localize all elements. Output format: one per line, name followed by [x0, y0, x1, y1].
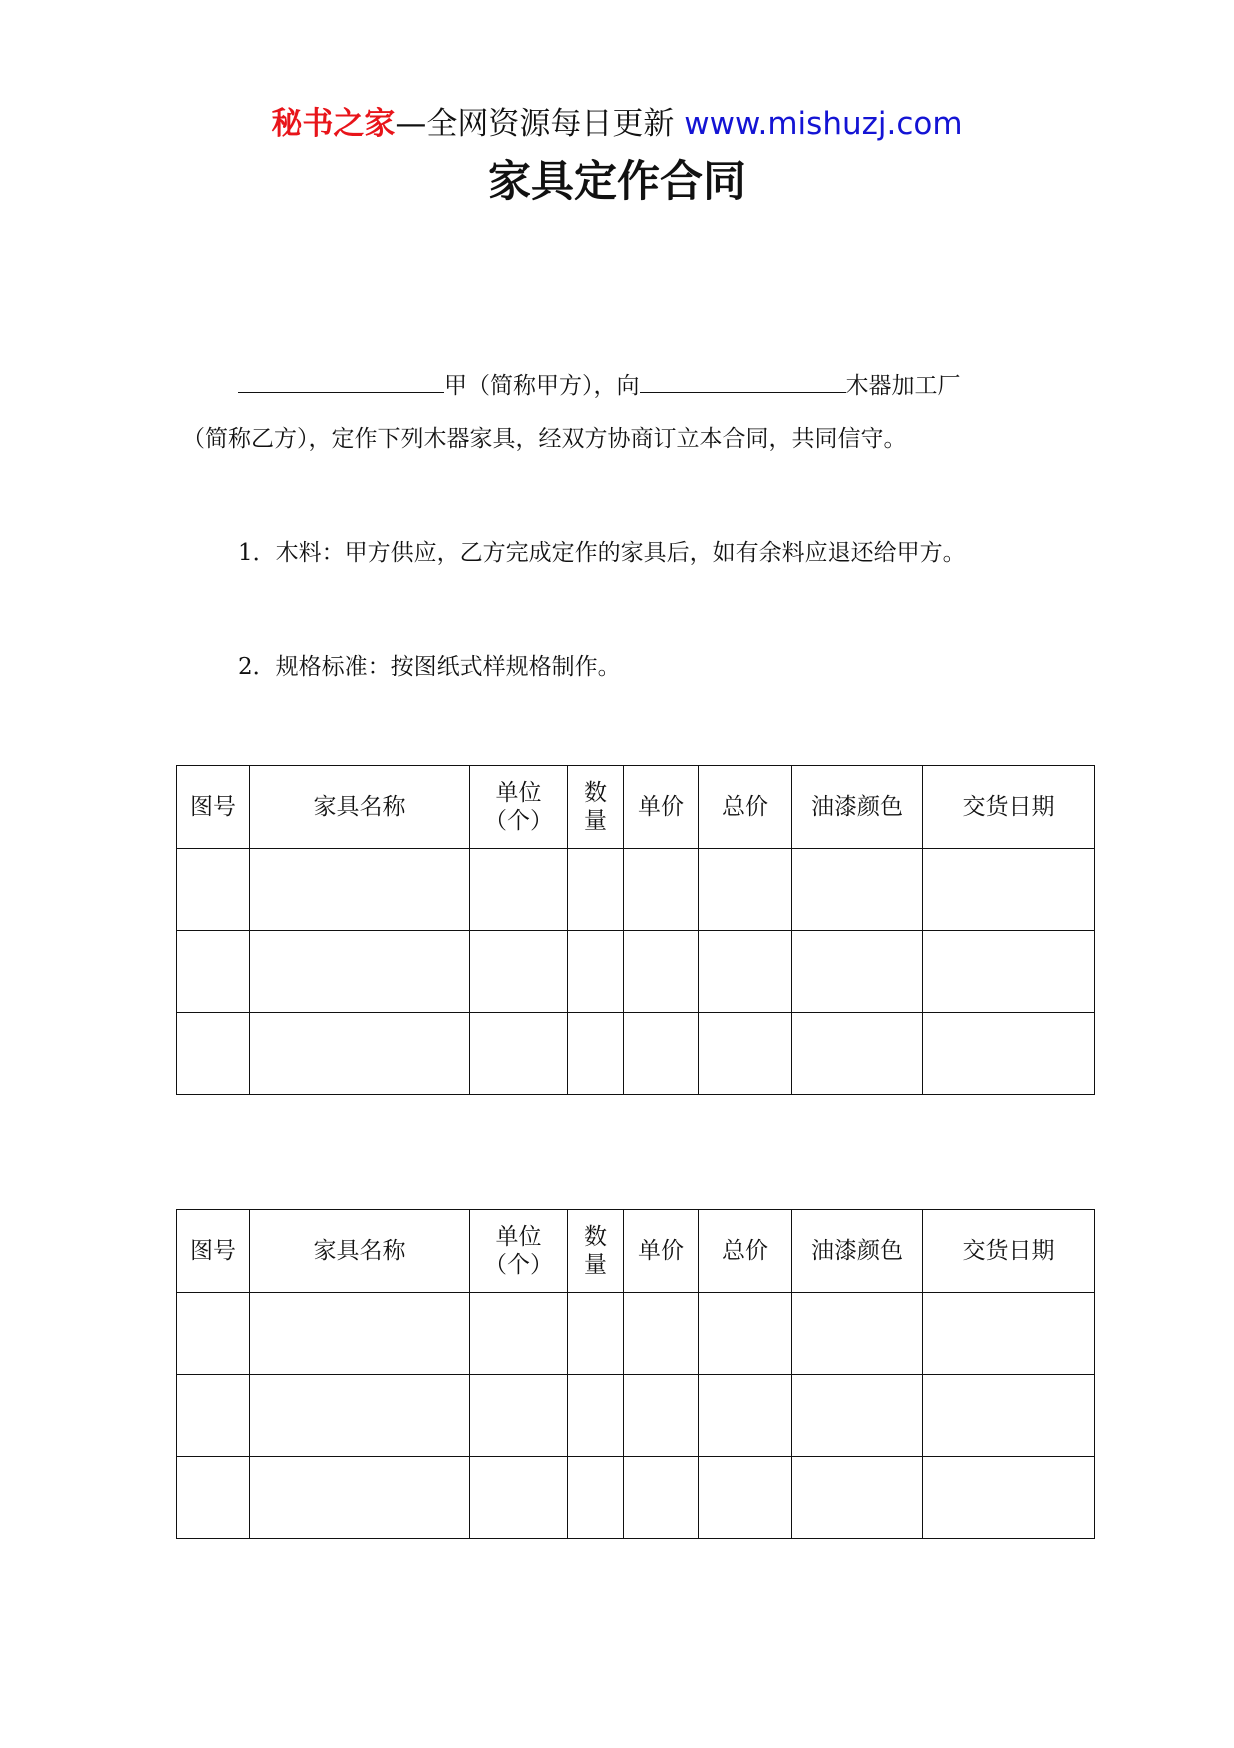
party-a-blank	[238, 366, 444, 393]
header-unit	[470, 766, 568, 849]
header-quantity	[568, 1210, 624, 1293]
table-cell[interactable]	[624, 1293, 699, 1375]
table-row	[177, 849, 1095, 931]
table-cell[interactable]	[699, 931, 792, 1013]
header-furniture-name: 家具名称	[250, 1210, 470, 1293]
intro-line-2: （简称乙方），定作下列木器家具，经双方协商订立本合同，共同信守。	[182, 426, 907, 452]
header-quantity-bottom: 量	[584, 808, 607, 834]
table-cell[interactable]	[792, 1375, 923, 1457]
table-cell[interactable]	[792, 1457, 923, 1539]
header-unit-price: 单价	[624, 766, 699, 849]
table-cell[interactable]	[250, 931, 470, 1013]
site-url-link[interactable]: www.mishuzj.com	[684, 106, 963, 142]
table-cell[interactable]	[699, 1293, 792, 1375]
table-cell[interactable]	[250, 849, 470, 931]
header-delivery-date: 交货日期	[923, 766, 1095, 849]
header-quantity-top: 数	[584, 1224, 607, 1250]
table-cell[interactable]	[568, 1293, 624, 1375]
table-cell[interactable]	[470, 1013, 568, 1095]
table-cell[interactable]	[699, 1457, 792, 1539]
table-row	[177, 931, 1095, 1013]
header-delivery-date: 交货日期	[923, 1210, 1095, 1293]
table-cell[interactable]	[250, 1457, 470, 1539]
table-cell[interactable]	[470, 931, 568, 1013]
table-row	[177, 1457, 1095, 1539]
table-cell[interactable]	[923, 849, 1095, 931]
table-cell[interactable]	[624, 931, 699, 1013]
intro-text-a: 甲（简称甲方），向	[444, 373, 640, 399]
brand-name: 秘书之家	[271, 106, 396, 142]
document-title: 家具定作合同	[488, 157, 746, 207]
table-cell[interactable]	[568, 1375, 624, 1457]
table-cell[interactable]	[250, 1013, 470, 1095]
table-cell[interactable]	[250, 1293, 470, 1375]
table-cell[interactable]	[792, 1293, 923, 1375]
table-cell[interactable]	[568, 849, 624, 931]
header-furniture-name: 家具名称	[250, 766, 470, 849]
header-unit-top: 单位	[495, 1224, 542, 1250]
header-figure-no: 图号	[177, 1210, 250, 1293]
table-cell[interactable]	[923, 1375, 1095, 1457]
header-quantity-top: 数	[584, 780, 607, 806]
table-cell[interactable]	[792, 1013, 923, 1095]
table-row	[177, 1375, 1095, 1457]
table-cell[interactable]	[470, 1293, 568, 1375]
table-cell[interactable]	[177, 1375, 250, 1457]
table-cell[interactable]	[177, 1013, 250, 1095]
table-header-row	[177, 766, 1095, 849]
table-cell[interactable]	[923, 1293, 1095, 1375]
banner-slogan: —全网资源每日更新	[395, 106, 685, 142]
header-paint-color: 油漆颜色	[792, 1210, 923, 1293]
header-paint-color: 油漆颜色	[792, 766, 923, 849]
header-quantity	[568, 766, 624, 849]
table-cell[interactable]	[568, 931, 624, 1013]
header-unit-top: 单位	[495, 780, 542, 806]
header-unit	[470, 1210, 568, 1293]
clause-2: 2．规格标准：按图纸式样规格制作。	[238, 654, 621, 680]
table-cell[interactable]	[699, 1375, 792, 1457]
table-cell[interactable]	[470, 1457, 568, 1539]
table-cell[interactable]	[624, 1375, 699, 1457]
header-total-price: 总价	[699, 766, 792, 849]
header-total-price: 总价	[699, 1210, 792, 1293]
table-cell[interactable]	[177, 849, 250, 931]
table-cell[interactable]	[624, 1013, 699, 1095]
table-cell[interactable]	[792, 849, 923, 931]
header-figure-no: 图号	[177, 766, 250, 849]
site-banner	[0, 104, 1234, 144]
header-quantity-bottom: 量	[584, 1252, 607, 1278]
table-cell[interactable]	[624, 849, 699, 931]
clause-1: 1．木料：甲方供应，乙方完成定作的家具后，如有余料应退还给甲方。	[238, 540, 966, 566]
table-cell[interactable]	[624, 1457, 699, 1539]
table-header-row	[177, 1210, 1095, 1293]
table-cell[interactable]	[568, 1013, 624, 1095]
furniture-table-2	[176, 1209, 1095, 1539]
furniture-table-1	[176, 765, 1095, 1095]
party-b-blank	[640, 366, 846, 393]
table-cell[interactable]	[699, 1013, 792, 1095]
header-unit-price: 单价	[624, 1210, 699, 1293]
table-cell[interactable]	[792, 931, 923, 1013]
header-unit-bottom: （个）	[484, 808, 553, 834]
table-row	[177, 1293, 1095, 1375]
table-cell[interactable]	[177, 1293, 250, 1375]
intro-text-b: 木器加工厂	[845, 373, 961, 399]
table-cell[interactable]	[699, 849, 792, 931]
table-cell[interactable]	[568, 1457, 624, 1539]
table-cell[interactable]	[177, 931, 250, 1013]
table-cell[interactable]	[923, 931, 1095, 1013]
table-cell[interactable]	[177, 1457, 250, 1539]
table-cell[interactable]	[923, 1013, 1095, 1095]
table-row	[177, 1013, 1095, 1095]
intro-line-1	[238, 366, 961, 402]
table-cell[interactable]	[250, 1375, 470, 1457]
table-cell[interactable]	[923, 1457, 1095, 1539]
header-unit-bottom: （个）	[484, 1252, 553, 1278]
table-cell[interactable]	[470, 1375, 568, 1457]
table-cell[interactable]	[470, 849, 568, 931]
